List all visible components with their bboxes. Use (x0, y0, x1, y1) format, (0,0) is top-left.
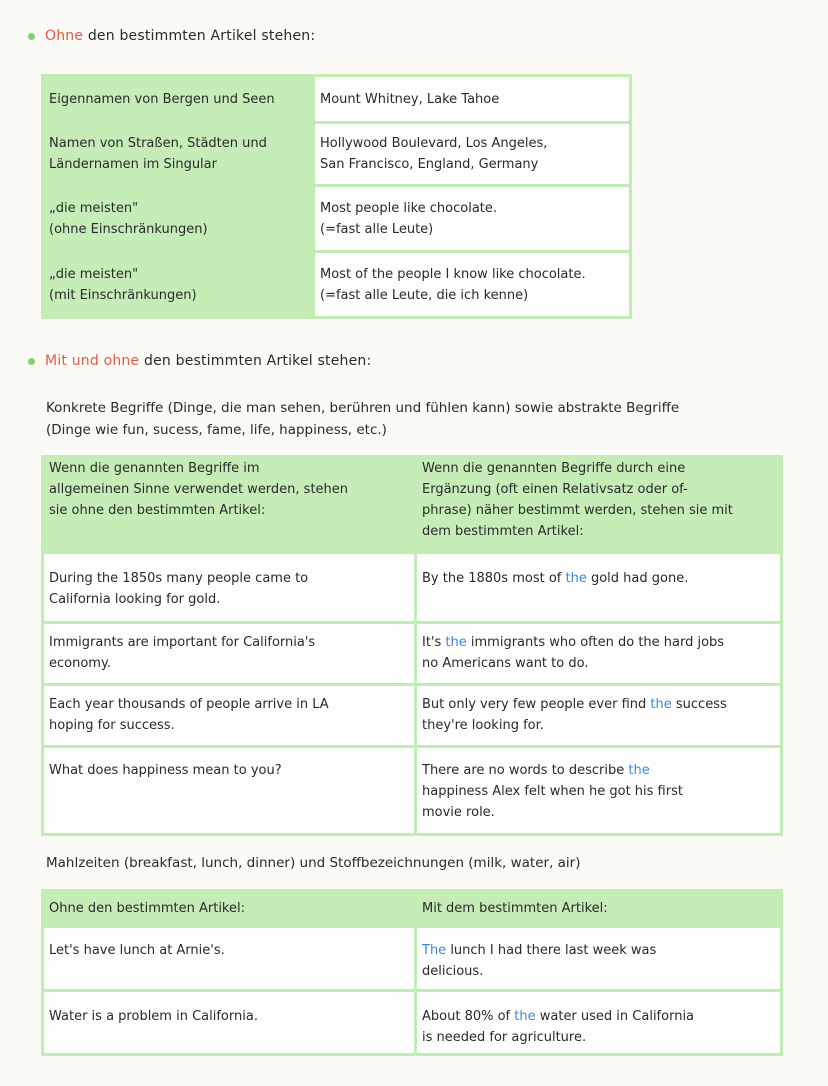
cell-line: Immigrants are important for California's (49, 635, 316, 650)
cell-right (314, 123, 631, 186)
cell-line: During the 1850s many people came to (49, 571, 309, 586)
table-row (43, 186, 631, 252)
section1-heading (28, 28, 315, 44)
text-part: success (671, 697, 727, 712)
header-right (416, 457, 782, 553)
table-header-row (43, 457, 782, 553)
cell-line: Namen von Straßen, Städten und (49, 136, 267, 151)
cell-right (416, 747, 782, 835)
text-part: About 80% of (422, 1009, 515, 1024)
text-part: By the 1880s most of (422, 571, 566, 586)
cell-left (43, 747, 416, 835)
table-meals (41, 889, 783, 1056)
text-part: delicious. (422, 964, 484, 979)
article-highlight: the (565, 571, 587, 586)
article-highlight: the (650, 697, 672, 712)
article-highlight: The (422, 943, 447, 958)
cell-left (43, 623, 416, 685)
header-right: Mit dem bestimmten Artikel: (416, 891, 782, 927)
cell-right (416, 685, 782, 747)
cell-right (314, 252, 631, 318)
text-part: There are no words to describe (422, 763, 629, 778)
cell-line (422, 781, 775, 802)
intro-line: (Dinge wie fun, sucess, fame, life, happiness, etc.) (46, 422, 387, 438)
cell-line: allgemeinen Sinne verwendet werden, stehen (49, 482, 349, 497)
table-row (43, 252, 631, 318)
cell-line (422, 653, 775, 674)
cell-line: Each year thousands of people arrive in LA (49, 697, 329, 712)
table-header-row (43, 891, 782, 927)
text-part: no Americans want to do. (422, 656, 589, 671)
table-row (43, 747, 782, 835)
header-left (43, 457, 416, 553)
cell-left (43, 76, 314, 123)
bullet-icon (28, 33, 35, 40)
table-proper-nouns (41, 74, 632, 319)
article-highlight: the (514, 1009, 536, 1024)
cell-line: phrase) näher bestimmt werden, stehen sie mit (422, 503, 733, 518)
cell-line (422, 760, 775, 781)
cell-right (314, 186, 631, 252)
intro-text (46, 397, 679, 441)
cell-line: (=fast alle Leute, die ich kenne) (320, 287, 529, 303)
cell-line (422, 961, 775, 982)
cell-right (416, 991, 782, 1055)
text-part: is needed for agriculture. (422, 1030, 587, 1045)
section1-heading-red: Ohne (45, 28, 84, 44)
text-part: happiness Alex felt when he got his first (422, 784, 683, 799)
table-row (43, 685, 782, 747)
cell-line (422, 694, 775, 715)
cell-right (416, 927, 782, 991)
cell-line: Ländernamen im Singular (49, 157, 217, 172)
cell-line (422, 632, 775, 653)
section2-heading-red: Mit und ohne (45, 353, 140, 369)
text-part: movie role. (422, 805, 495, 820)
cell-right (314, 76, 631, 123)
meals-note: Mahlzeiten (breakfast, lunch, dinner) und Stoffbezeichnungen (milk, water, air) (46, 855, 581, 871)
table-row (43, 927, 782, 991)
section1-heading-rest: den bestimmten Artikel stehen: (83, 28, 316, 44)
cell-line (422, 715, 775, 736)
bullet-icon (28, 358, 35, 365)
cell-line: hoping for success. (49, 718, 175, 733)
text-part: gold had gone. (586, 571, 689, 586)
article-highlight: the (445, 635, 467, 650)
cell-left (43, 553, 416, 623)
cell-line: (=fast alle Leute) (320, 221, 434, 237)
cell-line: San Francisco, England, Germany (320, 157, 539, 172)
cell-line: „die meisten" (49, 200, 139, 216)
section2-heading (28, 353, 371, 369)
cell-line: Let's have lunch at Arnie's. (49, 943, 225, 958)
cell-right (416, 623, 782, 685)
cell-left (43, 927, 416, 991)
cell-line: „die meisten" (49, 266, 139, 282)
header-left: Ohne den bestimmten Artikel: (43, 891, 416, 927)
table-row (43, 123, 631, 186)
cell-line (422, 940, 775, 961)
intro-line: Konkrete Begriffe (Dinge, die man sehen, berühren und fühlen kann) sowie abstrakte Begriffe (46, 400, 680, 416)
cell-left (43, 252, 314, 318)
cell-left (43, 991, 416, 1055)
text-part: immigrants who often do the hard jobs (466, 635, 725, 650)
article-highlight: the (628, 763, 650, 778)
cell-line: Hollywood Boulevard, Los Angeles, (320, 136, 548, 151)
text-part: But only very few people ever find (422, 697, 651, 712)
cell-left (43, 186, 314, 252)
cell-left (43, 123, 314, 186)
text-part: lunch I had there last week was (446, 943, 657, 958)
cell-line: California looking for gold. (49, 592, 221, 607)
table-row (43, 991, 782, 1055)
cell-right (416, 553, 782, 623)
cell-line: Ergänzung (oft einen Relativsatz oder of- (422, 482, 688, 497)
cell-line: economy. (49, 656, 111, 671)
table-row (43, 76, 631, 123)
cell-line: Water is a problem in California. (49, 1009, 258, 1024)
cell-line: Most people like chocolate. (320, 200, 498, 216)
cell-line: Eigennamen von Bergen und Seen (49, 91, 275, 107)
text-part: water used in California (535, 1009, 695, 1024)
cell-line: Wenn die genannten Begriffe im (49, 461, 260, 476)
cell-line: Most of the people I know like chocolate. (320, 266, 586, 282)
table-row (43, 553, 782, 623)
table-row (43, 623, 782, 685)
table-abstract-nouns (41, 455, 783, 836)
text-part: they're looking for. (422, 718, 544, 733)
text-part: It's (422, 635, 446, 650)
cell-line (422, 568, 775, 589)
cell-line: sie ohne den bestimmten Artikel: (49, 503, 266, 518)
cell-line: (ohne Einschränkungen) (49, 221, 208, 237)
cell-line: What does happiness mean to you? (49, 763, 282, 778)
cell-left (43, 685, 416, 747)
cell-line (422, 802, 775, 823)
cell-line: Wenn die genannten Begriffe durch eine (422, 461, 686, 476)
cell-line: (mit Einschränkungen) (49, 287, 197, 303)
section2-heading-rest: den bestimmten Artikel stehen: (139, 353, 372, 369)
cell-line (422, 1006, 775, 1027)
cell-line: dem bestimmten Artikel: (422, 524, 584, 539)
cell-line: Mount Whitney, Lake Tahoe (320, 91, 500, 107)
cell-line (422, 1027, 775, 1048)
